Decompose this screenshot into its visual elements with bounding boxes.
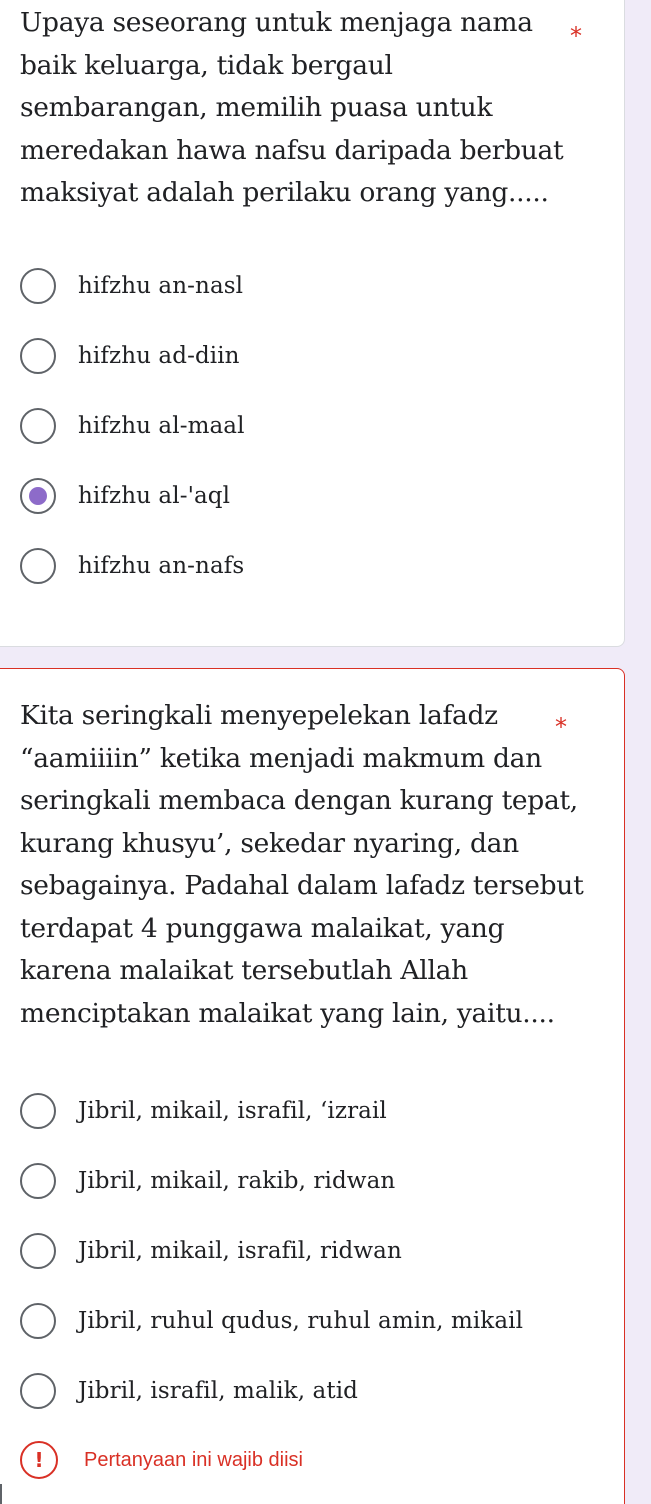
option-label: hifzhu al-'aql: [78, 483, 231, 509]
radio-checked-icon[interactable]: [20, 478, 56, 514]
radio-option-2-4[interactable]: [20, 1301, 523, 1341]
radio-unchecked-icon[interactable]: [20, 548, 56, 584]
radio-option-2-3[interactable]: [20, 1231, 402, 1271]
exclamation-circle-icon: !: [20, 1441, 58, 1479]
radio-option-1-3[interactable]: [20, 406, 245, 446]
option-label: hifzhu an-nafs: [78, 553, 245, 579]
radio-option-1-2[interactable]: [20, 336, 240, 376]
option-label: hifzhu al-maal: [78, 413, 245, 439]
radio-unchecked-icon[interactable]: [20, 1233, 56, 1269]
radio-option-2-2[interactable]: [20, 1161, 395, 1201]
radio-unchecked-icon[interactable]: [20, 268, 56, 304]
option-label: hifzhu an-nasl: [78, 273, 244, 299]
error-text: Pertanyaan ini wajib diisi: [84, 1448, 304, 1471]
radio-option-2-1[interactable]: [20, 1091, 387, 1131]
option-label: Jibril, israfil, malik, atid: [78, 1378, 358, 1404]
required-asterisk-2: *: [555, 713, 567, 741]
option-label: Jibril, mikail, israfil, ‘izrail: [78, 1098, 387, 1124]
required-asterisk-1: *: [570, 22, 582, 50]
radio-option-1-4[interactable]: [20, 476, 230, 516]
radio-option-1-5[interactable]: [20, 546, 244, 586]
radio-unchecked-icon[interactable]: [20, 408, 56, 444]
question-card-1: [0, 0, 625, 647]
radio-unchecked-icon[interactable]: [20, 1163, 56, 1199]
next-card-edge: [0, 1484, 2, 1504]
option-label: Jibril, mikail, israfil, ridwan: [78, 1238, 402, 1264]
question-title-2: Kita seringkali menyepelekan lafadz “aamiiiin” ketika menjadi makmum dan seringkali membaca dengan kurang tepat, kurang khusyu’, sekedar nyaring, dan sebagainya. Padahal dalam lafadz tersebut terdapat 4 punggawa malaikat, yang karena malaikat tersebutlah Allah menciptakan malaikat yang lain, yaitu....: [20, 700, 584, 1029]
radio-unchecked-icon[interactable]: [20, 1303, 56, 1339]
required-error-message: [20, 1441, 303, 1479]
radio-unchecked-icon[interactable]: [20, 338, 56, 374]
radio-option-2-5[interactable]: [20, 1371, 358, 1411]
option-label: hifzhu ad-diin: [78, 343, 240, 369]
option-label: Jibril, mikail, rakib, ridwan: [78, 1168, 396, 1194]
radio-unchecked-icon[interactable]: [20, 1373, 56, 1409]
question-card-2: [0, 668, 625, 1504]
radio-option-1-1[interactable]: [20, 266, 243, 306]
question-title-1: Upaya seseorang untuk menjaga nama baik keluarga, tidak bergaul sembarangan, memilih puasa untuk meredakan hawa nafsu daripada berbuat maksiyat adalah perilaku orang yang.....: [20, 7, 564, 208]
radio-unchecked-icon[interactable]: [20, 1093, 56, 1129]
option-label: Jibril, ruhul qudus, ruhul amin, mikail: [78, 1308, 524, 1334]
